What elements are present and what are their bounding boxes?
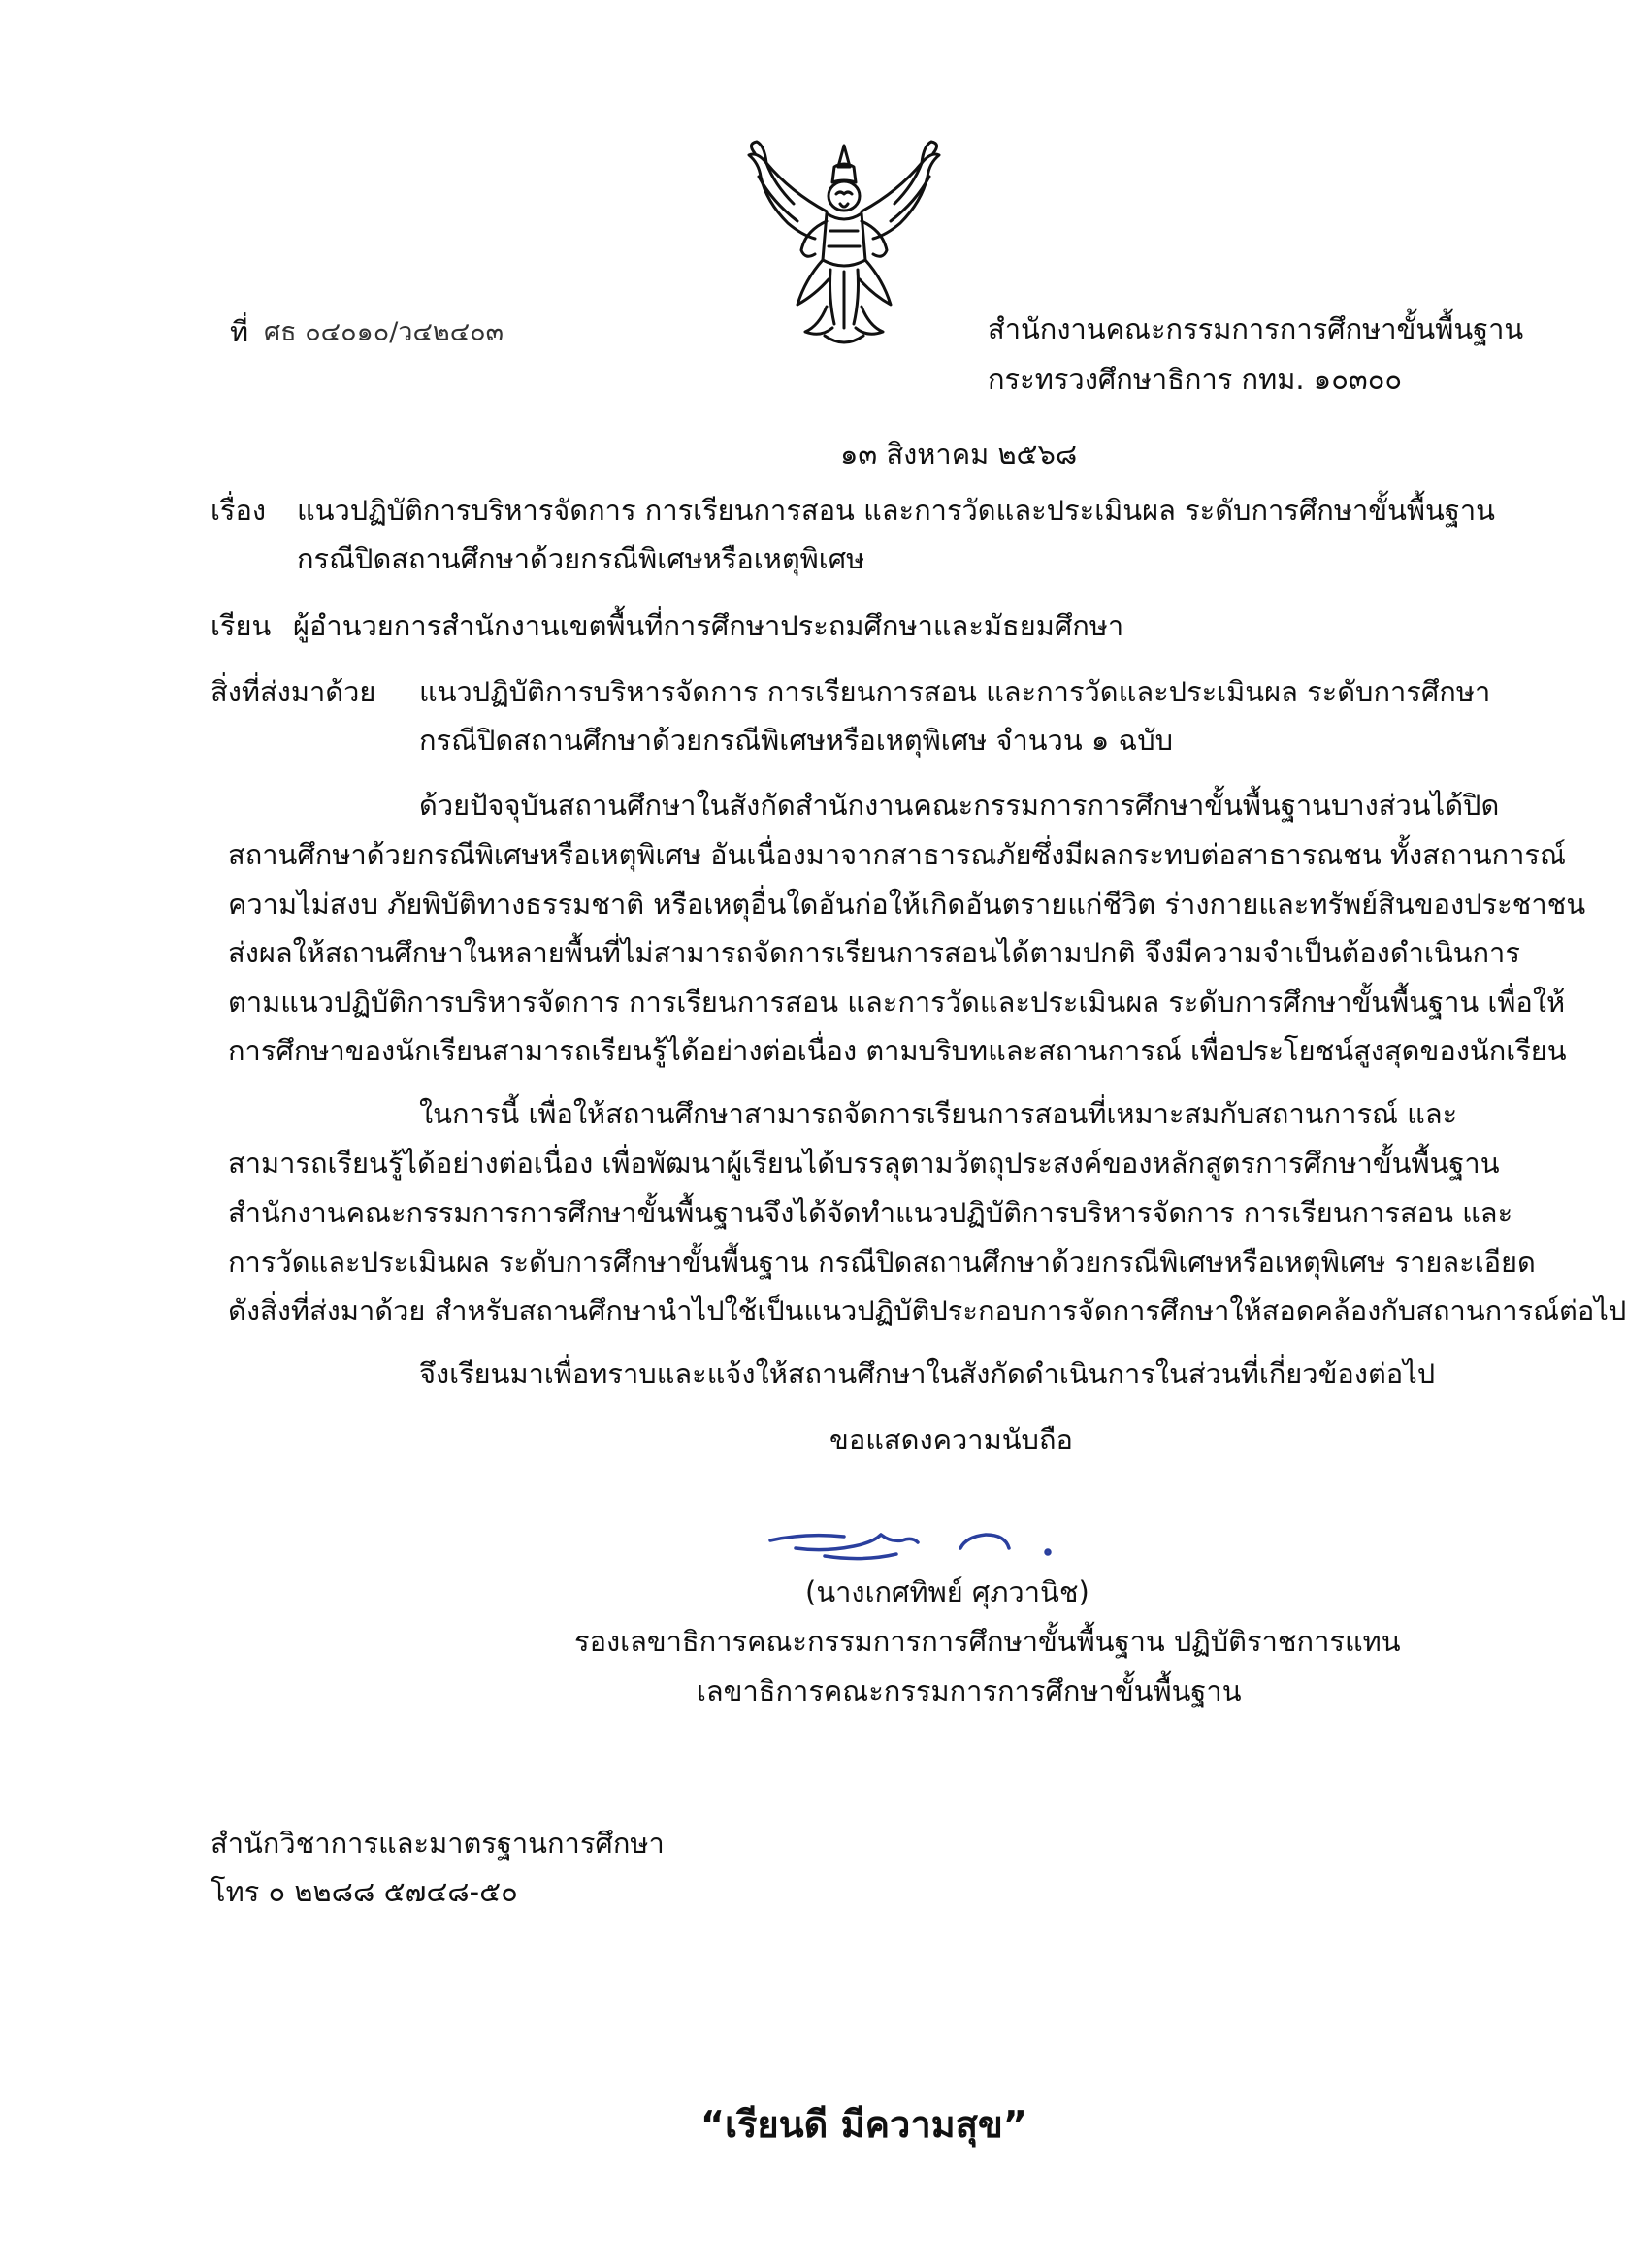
body-paragraph-line: การศึกษาของนักเรียนสามารถเรียนรู้ได้อย่างต่อเนื่อง ตามบริบทและสถานการณ์ เพื่อประโยชน์สูงสุดของนักเรียน — [228, 1034, 1567, 1067]
motto: “เรียนดี มีความสุข” — [700, 2103, 1027, 2146]
body-paragraph-line: ส่งผลให้สถานศึกษาในหลายพื้นที่ไม่สามารถจัดการเรียนการสอนได้ตามปกติ จึงมีความจำเป็นต้องดำเนินการ — [228, 936, 1520, 969]
signatory-name: (นางเกศทิพย์ ศุภวานิช) — [805, 1575, 1089, 1608]
issuing-office: สำนักงานคณะกรรมการการศึกษาขั้นพื้นฐาน — [988, 312, 1524, 345]
body-paragraph-line: สามารถเรียนรู้ได้อย่างต่อเนื่อง เพื่อพัฒนาผู้เรียนได้บรรลุตามวัตถุประสงค์ของหลักสูตรการศึกษาขั้นพื้นฐาน — [228, 1147, 1500, 1180]
recipient-label: เรียน — [211, 609, 272, 642]
body-paragraph-line: สถานศึกษาด้วยกรณีพิเศษหรือเหตุพิเศษ อันเนื่องมาจากสาธารณภัยซึ่งมีผลกระทบต่อสาธารณชน ทั้งสถานการณ์ — [228, 838, 1566, 871]
enclosure-line: แนวปฏิบัติการบริหารจัดการ การเรียนการสอน และการวัดและประเมินผล ระดับการศึกษา — [419, 675, 1491, 708]
subject-line: กรณีปิดสถานศึกษาด้วยกรณีพิเศษหรือเหตุพิเศษ — [297, 542, 865, 575]
signatory-title: เลขาธิการคณะกรรมการการศึกษาขั้นพื้นฐาน — [697, 1674, 1242, 1707]
body-paragraph-line: ในการนี้ เพื่อให้สถานศึกษาสามารถจัดการเรียนการสอนที่เหมาะสมกับสถานการณ์ และ — [419, 1097, 1458, 1130]
garuda-emblem — [737, 134, 951, 352]
body-paragraph-line: การวัดและประเมินผล ระดับการศึกษาขั้นพื้นฐาน กรณีปิดสถานศึกษาด้วยกรณีพิเศษหรือเหตุพิเศษ รายละเอียด — [228, 1246, 1536, 1279]
signatory-title: รองเลขาธิการคณะกรรมการการศึกษาขั้นพื้นฐาน ปฏิบัติราชการแทน — [574, 1625, 1401, 1658]
subject-label: เรื่อง — [211, 494, 267, 527]
body-paragraph-line: สำนักงานคณะกรรมการการศึกษาขั้นพื้นฐานจึงได้จัดทำแนวปฏิบัติการบริหารจัดการ การเรียนการสอน และ — [228, 1196, 1513, 1229]
body-paragraph-line: จึงเรียนมาเพื่อทราบและแจ้งให้สถานศึกษาในสังกัดดำเนินการในส่วนที่เกี่ยวข้องต่อไป — [419, 1357, 1436, 1390]
body-paragraph-line: ด้วยปัจจุบันสถานศึกษาในสังกัดสำนักงานคณะกรรมการการศึกษาขั้นพื้นฐานบางส่วนได้ปิด — [419, 789, 1500, 822]
body-paragraph-line: ดังสิ่งที่ส่งมาด้วย สำหรับสถานศึกษานำไปใช้เป็นแนวปฏิบัติประกอบการจัดการศึกษาให้สอดคล้องกับสถานการณ์ต่อไป — [228, 1294, 1626, 1327]
contact-department: สำนักวิชาการและมาตรฐานการศึกษา — [211, 1827, 665, 1860]
subject-line: แนวปฏิบัติการบริหารจัดการ การเรียนการสอน และการวัดและประเมินผล ระดับการศึกษาขั้นพื้นฐาน — [297, 494, 1495, 527]
handwritten-signature — [766, 1513, 1077, 1571]
reference-number: ศธ ๐๔๐๑๐/ว๔๒๔๐๓ — [264, 317, 504, 347]
closing-salutation: ขอแสดงความนับถือ — [829, 1423, 1073, 1456]
enclosure-label: สิ่งที่ส่งมาด้วย — [211, 675, 376, 708]
issuing-office-address: กระทรวงศึกษาธิการ กทม. ๑๐๓๐๐ — [988, 363, 1403, 396]
contact-phone: โทร ๐ ๒๒๘๘ ๕๗๔๘-๕๐ — [211, 1875, 518, 1908]
body-paragraph-line: ตามแนวปฏิบัติการบริหารจัดการ การเรียนการสอน และการวัดและประเมินผล ระดับการศึกษาขั้นพื้นฐาน เพื่อให้ — [228, 986, 1566, 1019]
body-paragraph-line: ความไม่สงบ ภัยพิบัติทางธรรมชาติ หรือเหตุอื่นใดอันก่อให้เกิดอันตรายแก่ชีวิต ร่างกายและทรัพย์สินของประชาชน — [228, 888, 1586, 921]
enclosure-line: กรณีปิดสถานศึกษาด้วยกรณีพิเศษหรือเหตุพิเศษ จำนวน ๑ ฉบับ — [419, 724, 1174, 757]
recipient-text: ผู้อำนวยการสำนักงานเขตพื้นที่การศึกษาประถมศึกษาและมัธยมศึกษา — [293, 609, 1124, 642]
reference-label: ที่ — [230, 315, 249, 348]
letter-date: ๑๓ สิงหาคม ๒๕๖๘ — [840, 437, 1078, 470]
